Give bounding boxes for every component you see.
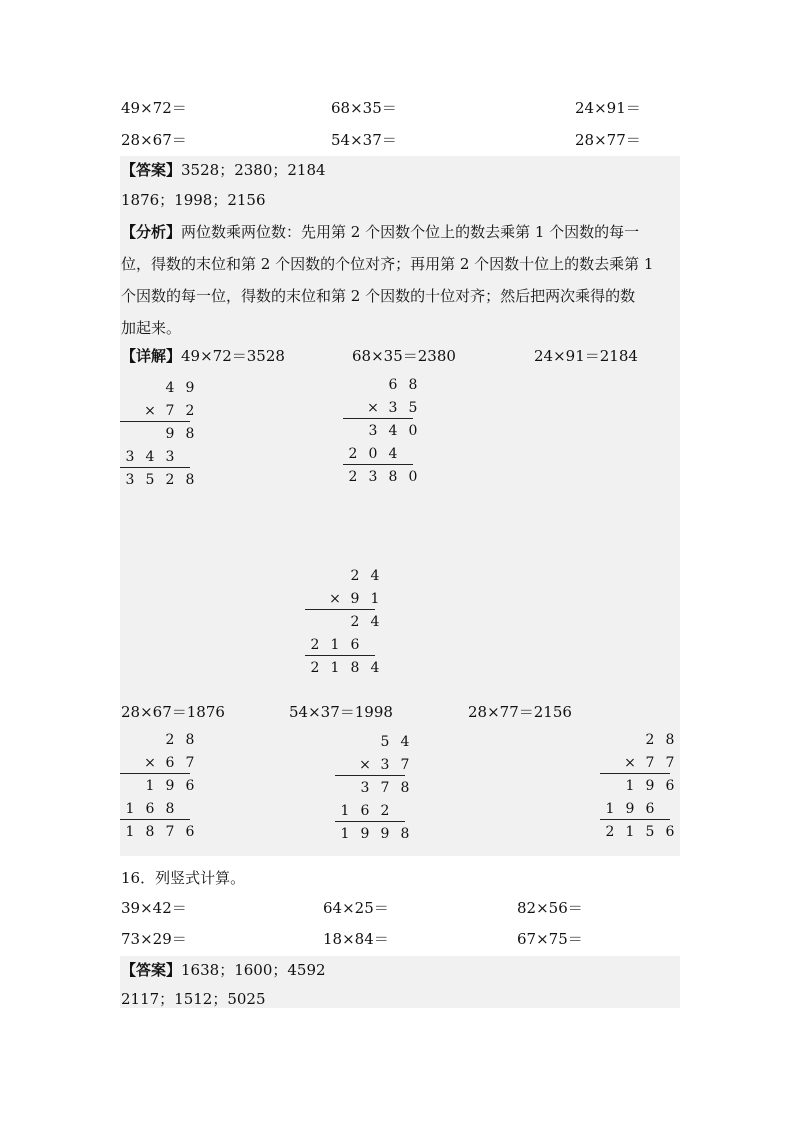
- digit: 5: [145, 472, 155, 488]
- vertical-mult-1: [120, 378, 200, 488]
- digit: 7: [165, 403, 175, 419]
- problem-16-2: 64×25＝: [323, 899, 389, 917]
- result-row: [120, 470, 200, 490]
- multiplier-row: [305, 589, 385, 609]
- digit: ×: [144, 755, 156, 771]
- answer-line-16b: 2117；1512；5025: [121, 990, 266, 1008]
- digit: 9: [165, 778, 175, 794]
- problem-16-3: 82×56＝: [517, 899, 583, 917]
- problem-15-4: 28×67＝: [121, 131, 187, 149]
- result-row: [305, 658, 385, 678]
- digit: 2: [165, 472, 175, 488]
- digit: 8: [185, 732, 195, 748]
- digit: 6: [645, 801, 655, 817]
- multiplicand-row: [343, 375, 423, 395]
- partial-product-1-row: [120, 776, 200, 796]
- sum-line: [120, 773, 190, 774]
- answer-line-15b: 1876；1998；2156: [121, 191, 266, 209]
- digit: 7: [665, 755, 675, 771]
- digit: 9: [350, 591, 360, 607]
- answer-label: 【答案】: [121, 961, 182, 979]
- digit: 1: [370, 591, 380, 607]
- result-row: [600, 822, 680, 842]
- sum-line: [600, 773, 670, 774]
- digit: 5: [408, 400, 418, 416]
- digit: 4: [370, 568, 380, 584]
- sum-line: [335, 775, 405, 776]
- partial-product-2-row: [120, 447, 200, 467]
- detail-line-1: [121, 346, 285, 366]
- digit: 6: [185, 824, 195, 840]
- sum-line: [120, 421, 190, 422]
- sum-line: [600, 819, 670, 820]
- multiplier-row: [120, 401, 200, 421]
- digit: 4: [388, 423, 398, 439]
- digit: 8: [400, 826, 410, 842]
- digit: 3: [360, 780, 370, 796]
- digit: 3: [165, 449, 175, 465]
- digit: 1: [340, 826, 350, 842]
- equation-2: 68×35＝2380: [352, 347, 456, 365]
- digit: 6: [665, 778, 675, 794]
- sum-line: [343, 464, 413, 465]
- digit: 3: [380, 757, 390, 773]
- digit: 3: [368, 469, 378, 485]
- digit: 1: [145, 778, 155, 794]
- digit: 6: [145, 801, 155, 817]
- answer-values: 3528；2380；2184: [181, 161, 326, 179]
- analysis-line-1: [121, 222, 639, 242]
- analysis-line-2: 位，得数的末位和第 2 个因数的个位对齐；再用第 2 个因数十位上的数去乘第 1: [121, 255, 654, 273]
- digit: 8: [185, 426, 195, 442]
- digit: 2: [350, 614, 360, 630]
- digit: 1: [125, 824, 135, 840]
- digit: 7: [165, 824, 175, 840]
- digit: 4: [145, 449, 155, 465]
- sum-line: [343, 418, 413, 419]
- digit: 9: [165, 426, 175, 442]
- digit: 1: [330, 637, 340, 653]
- result-row: [120, 822, 200, 842]
- answer-label: 【答案】: [121, 161, 182, 179]
- result-row: [343, 467, 423, 487]
- digit: 0: [368, 446, 378, 462]
- sum-line: [305, 655, 375, 656]
- partial-product-1-row: [305, 612, 385, 632]
- multiplier-row: [335, 755, 415, 775]
- problem-15-1: 49×72＝: [121, 99, 187, 117]
- partial-product-2-row: [600, 799, 680, 819]
- sum-line: [305, 609, 375, 610]
- problem-15-2: 68×35＝: [331, 99, 397, 117]
- digit: 1: [125, 801, 135, 817]
- multiplier-row: [343, 398, 423, 418]
- equation-3: 24×91＝2184: [534, 347, 638, 365]
- digit: 2: [348, 446, 358, 462]
- digit: 2: [165, 732, 175, 748]
- multiplicand-row: [335, 732, 415, 752]
- partial-product-1-row: [600, 776, 680, 796]
- problem-15-5: 54×37＝: [331, 131, 397, 149]
- problem-16-1: 39×42＝: [121, 899, 187, 917]
- digit: 6: [665, 824, 675, 840]
- digit: ×: [367, 400, 379, 416]
- multiplicand-row: [120, 378, 200, 398]
- vertical-mult-2: [343, 375, 423, 485]
- digit: 1: [625, 778, 635, 794]
- digit: 7: [185, 755, 195, 771]
- digit: 6: [185, 778, 195, 794]
- digit: 7: [400, 757, 410, 773]
- equation-6: 28×77＝2156: [468, 703, 572, 721]
- digit: 5: [645, 824, 655, 840]
- problem-16-5: 18×84＝: [323, 930, 389, 948]
- digit: 4: [370, 660, 380, 676]
- digit: 4: [370, 614, 380, 630]
- answer-values: 1638；1600；4592: [181, 961, 326, 979]
- digit: 6: [360, 803, 370, 819]
- multiplicand-row: [120, 730, 200, 750]
- partial-product-1-row: [335, 778, 415, 798]
- sum-line: [120, 467, 190, 468]
- question-16-title: 16．列竖式计算。: [121, 869, 246, 887]
- digit: 2: [310, 637, 320, 653]
- digit: ×: [329, 591, 341, 607]
- digit: 4: [388, 446, 398, 462]
- digit: 6: [350, 637, 360, 653]
- analysis-line-4: 加起来。: [121, 319, 182, 337]
- digit: 8: [185, 472, 195, 488]
- detail-label: 【详解】: [121, 347, 182, 365]
- digit: 2: [310, 660, 320, 676]
- digit: 1: [625, 824, 635, 840]
- multiplicand-row: [600, 730, 680, 750]
- digit: 6: [165, 755, 175, 771]
- vertical-mult-4: [120, 730, 200, 840]
- digit: 2: [348, 469, 358, 485]
- digit: 7: [645, 755, 655, 771]
- digit: 4: [165, 380, 175, 396]
- problem-16-6: 67×75＝: [517, 930, 583, 948]
- digit: 2: [380, 803, 390, 819]
- digit: 8: [665, 732, 675, 748]
- digit: 0: [408, 423, 418, 439]
- digit: 8: [350, 660, 360, 676]
- multiplicand-row: [305, 566, 385, 586]
- multiplier-row: [120, 753, 200, 773]
- digit: 2: [645, 732, 655, 748]
- digit: 1: [605, 801, 615, 817]
- digit: 1: [330, 660, 340, 676]
- partial-product-2-row: [305, 635, 385, 655]
- partial-product-1-row: [120, 424, 200, 444]
- digit: 2: [185, 403, 195, 419]
- equation-5: 54×37＝1998: [289, 703, 393, 721]
- sum-line: [120, 819, 190, 820]
- digit: 2: [605, 824, 615, 840]
- analysis-text-1: 两位数乘两位数：先用第 2 个因数个位上的数去乘第 1 个因数的每一: [181, 223, 640, 241]
- digit: 8: [408, 377, 418, 393]
- digit: 1: [340, 803, 350, 819]
- digit: 8: [400, 780, 410, 796]
- digit: 2: [350, 568, 360, 584]
- digit: 9: [645, 778, 655, 794]
- digit: 9: [380, 826, 390, 842]
- vertical-mult-3: [305, 566, 385, 676]
- digit: ×: [144, 403, 156, 419]
- answer-line-15a: [121, 160, 326, 180]
- digit: 9: [185, 380, 195, 396]
- digit: 8: [165, 801, 175, 817]
- result-row: [335, 824, 415, 844]
- partial-product-2-row: [335, 801, 415, 821]
- digit: 8: [145, 824, 155, 840]
- equation-1: 49×72＝3528: [181, 347, 285, 365]
- digit: 3: [125, 449, 135, 465]
- digit: 6: [388, 377, 398, 393]
- partial-product-2-row: [343, 444, 423, 464]
- digit: 3: [125, 472, 135, 488]
- digit: 3: [388, 400, 398, 416]
- multiplier-row: [600, 753, 680, 773]
- digit: 5: [380, 734, 390, 750]
- problem-15-6: 28×77＝: [575, 131, 641, 149]
- digit: ×: [359, 757, 371, 773]
- digit: 9: [625, 801, 635, 817]
- partial-product-2-row: [120, 799, 200, 819]
- analysis-label: 【分析】: [121, 223, 182, 241]
- analysis-line-3: 个因数的每一位，得数的末位和第 2 个因数的十位对齐；然后把两次乘得的数: [121, 287, 636, 305]
- digit: 0: [408, 469, 418, 485]
- answer-line-16a: [121, 960, 326, 980]
- problem-15-3: 24×91＝: [575, 99, 641, 117]
- digit: ×: [624, 755, 636, 771]
- digit: 9: [360, 826, 370, 842]
- vertical-mult-6: [600, 730, 680, 840]
- equation-4: 28×67＝1876: [121, 703, 225, 721]
- sum-line: [335, 821, 405, 822]
- vertical-mult-5: [335, 732, 415, 842]
- digit: 7: [380, 780, 390, 796]
- partial-product-1-row: [343, 421, 423, 441]
- digit: 8: [388, 469, 398, 485]
- digit: 3: [368, 423, 378, 439]
- digit: 4: [400, 734, 410, 750]
- problem-16-4: 73×29＝: [121, 930, 187, 948]
